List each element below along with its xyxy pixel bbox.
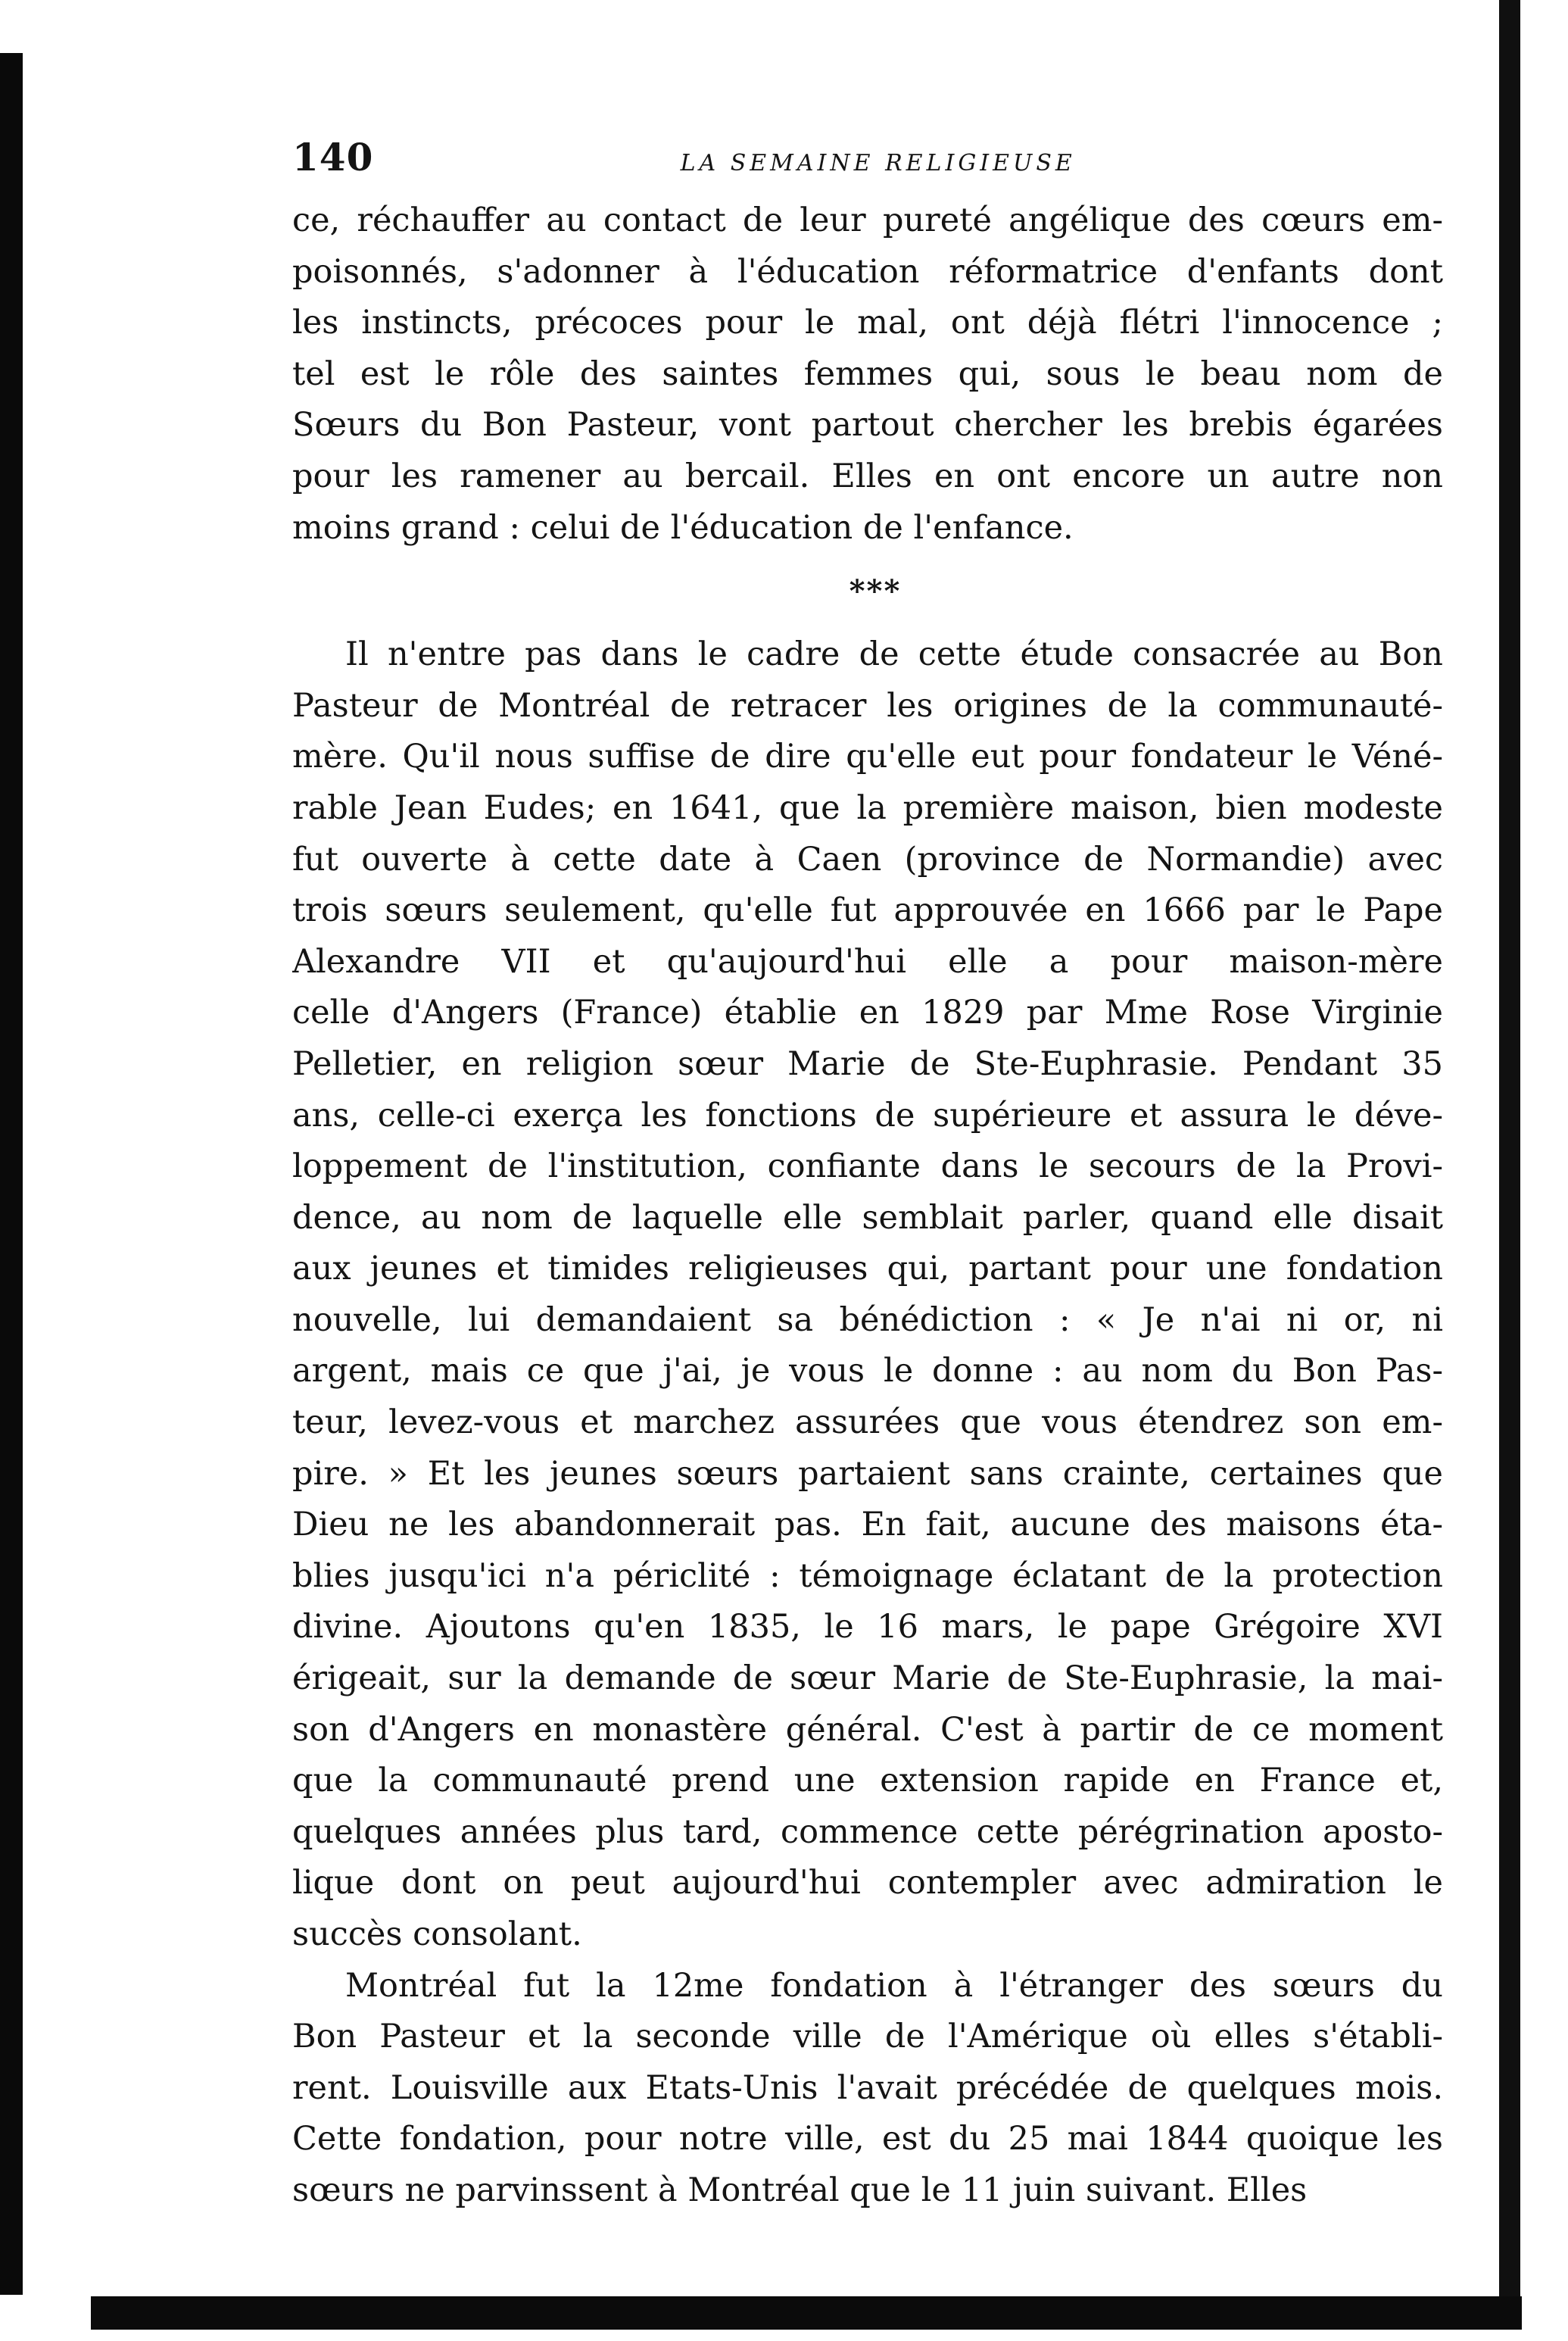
text-line: quelques années plus tard, commence cette pérégrination aposto- [292, 1812, 1443, 1851]
scan-border-right [1499, 0, 1520, 2302]
text-line: succès consolant. [292, 1915, 582, 1953]
text-line: sœurs ne parvinssent à Montréal que le 11 juin suivant. Elles [292, 2171, 1308, 2209]
paragraph-montreal [292, 1961, 1443, 2217]
text-line: Alexandre VII et qu'aujourd'hui elle a pour maison-mère [292, 942, 1443, 981]
text-line: celle d'Angers (France) établie en 1829 par Mme Rose Virginie [292, 994, 1443, 1032]
text-line: Sœurs du Bon Pasteur, vont partout chercher les brebis égarées [292, 406, 1443, 445]
text-line: lique dont on peut aujourd'hui contempler avec admiration le [292, 1864, 1443, 1902]
page-number: 140 [292, 135, 374, 179]
text-line: rent. Louisville aux Etats-Unis l'avait précédée de quelques mois. [292, 2068, 1443, 2107]
text-line: blies jusqu'ici n'a périclité : témoignage éclatant de la protection [292, 1556, 1443, 1595]
text-line: aux jeunes et timides religieuses qui, partant pour une fondation [292, 1250, 1443, 1288]
page-header [292, 135, 1443, 183]
text-line: mère. Qu'il nous suffise de dire qu'elle eut pour fondateur le Véné- [292, 738, 1443, 776]
text-line: moins grand : celui de l'éducation de l'enfance. [292, 508, 1074, 547]
text-line: pour les ramener au bercail. Elles en ont encore un autre non [292, 457, 1443, 495]
text-line: nouvelle, lui demandaient sa bénédiction : « Je n'ai ni or, ni [292, 1300, 1443, 1339]
text-line: son d'Angers en monastère général. C'est à partir de ce moment [292, 1710, 1443, 1749]
text-line: dence, au nom de laquelle elle semblait parler, quand elle disait [292, 1198, 1443, 1237]
text-line: Bon Pasteur et la seconde ville de l'Amérique où elles s'établi- [292, 2018, 1443, 2056]
text-line: ans, celle-ci exerça les fonctions de supérieure et assura le déve- [292, 1096, 1443, 1135]
text-line: fut ouverte à cette date à Caen (province de Normandie) avec [292, 840, 1443, 879]
text-line: trois sœurs seulement, qu'elle fut approuvée en 1666 par le Pape [292, 891, 1443, 930]
section-break-asterism: *** [849, 573, 902, 610]
scan-border-left [0, 53, 23, 2295]
text-line: divine. Ajoutons qu'en 1835, le 16 mars, le pape Grégoire XVI [292, 1608, 1443, 1647]
paragraph-intro [292, 195, 1443, 554]
text-line: les instincts, précoces pour le mal, ont déjà flétri l'innocence ; [292, 304, 1443, 342]
body-text [292, 195, 1443, 2217]
running-title: LA SEMAINE RELIGIEUSE [680, 150, 1076, 176]
text-line: que la communauté prend une extension rapide en France et, [292, 1762, 1443, 1800]
text-line: érigeait, sur la demande de sœur Marie de Ste-Euphrasie, la mai- [292, 1659, 1443, 1698]
text-line: pire. » Et les jeunes sœurs partaient sans crainte, certaines que [292, 1454, 1443, 1493]
text-line: rable Jean Eudes; en 1641, que la première maison, bien modeste [292, 788, 1443, 827]
text-line: ce, réchauffer au contact de leur pureté angélique des cœurs em- [292, 201, 1443, 239]
text-line: poisonnés, s'adonner à l'éducation réformatrice d'enfants dont [292, 252, 1443, 291]
paragraph-origins [292, 629, 1443, 1960]
text-line: argent, mais ce que j'ai, je vous le donne : au nom du Bon Pas- [292, 1352, 1443, 1391]
text-line: Cette fondation, pour notre ville, est du 25 mai 1844 quoique les [292, 2120, 1443, 2158]
text-line: Montréal fut la 12me fondation à l'étranger des sœurs du [345, 1966, 1443, 2005]
text-line: teur, levez-vous et marchez assurées que vous étendrez son em- [292, 1403, 1443, 1442]
text-line: tel est le rôle des saintes femmes qui, sous le beau nom de [292, 354, 1443, 393]
text-line: Il n'entre pas dans le cadre de cette étude consacrée au Bon [345, 635, 1443, 674]
text-line: loppement de l'institution, confiante dans le secours de la Provi- [292, 1147, 1443, 1186]
scan-border-bottom [91, 2296, 1522, 2330]
text-line: Pasteur de Montréal de retracer les origines de la communauté- [292, 686, 1443, 725]
text-line: Dieu ne les abandonnerait pas. En fait, aucune des maisons éta- [292, 1506, 1443, 1544]
text-line: Pelletier, en religion sœur Marie de Ste-Euphrasie. Pendant 35 [292, 1044, 1443, 1083]
